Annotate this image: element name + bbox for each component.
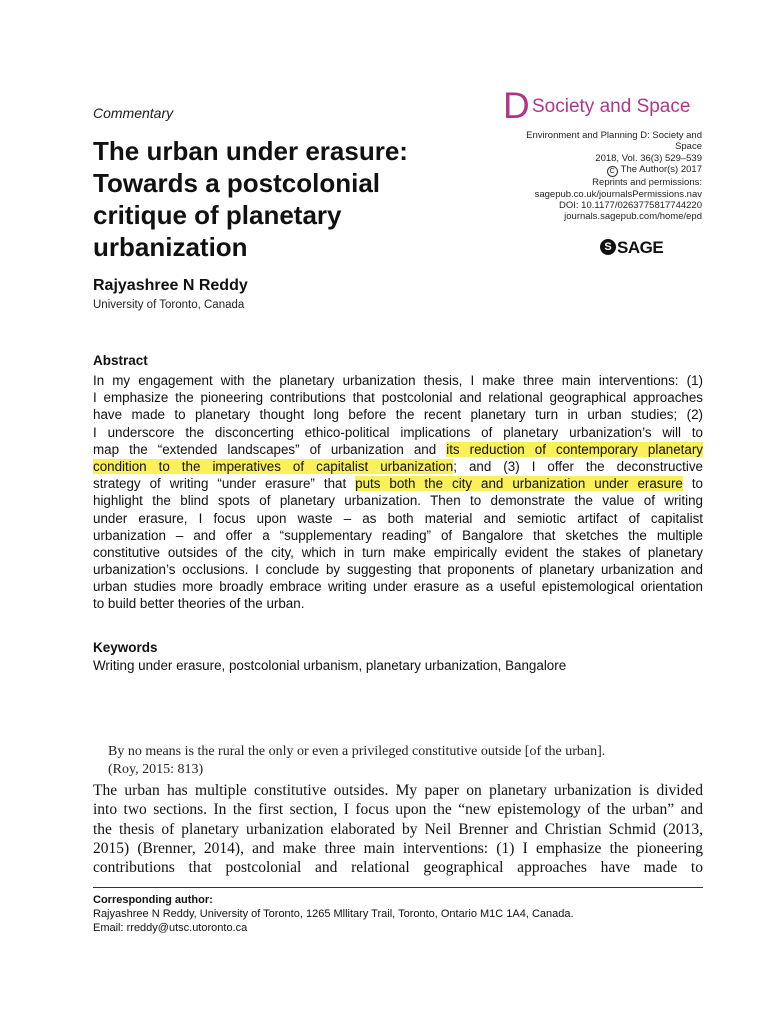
author-name: Rajyashree N Reddy	[93, 277, 248, 294]
sage-logo-word: SAGE	[617, 238, 664, 257]
reprints-label: Reprints and permissions:	[592, 177, 702, 189]
abstract-heading: Abstract	[93, 353, 148, 368]
body-line: the thesis of planetary urbanization elaborated by Neil Brenner and Christian Schmid (2013,	[93, 820, 703, 838]
abstract-line: highlight the blind spots of planetary urbanization. Then to demonstrate the value of writing	[93, 493, 703, 509]
copyright-line	[462, 164, 702, 177]
abstract-line: urbanization – and offer a “supplementary reading” of Bangalore that sketches the multiple	[93, 527, 703, 543]
epigraph	[108, 743, 668, 779]
abstract-text-segment: strategy of writing “under erasure” that	[93, 476, 356, 492]
abstract-line: under erasure, I focus upon waste – as both material and semiotic artifact of capitalist	[93, 510, 703, 526]
reprints-link[interactable]: sagepub.co.uk/journalsPermissions.nav	[534, 188, 702, 200]
keywords-heading: Keywords	[93, 640, 158, 655]
article-title	[93, 135, 483, 263]
sage-logo-icon: S	[600, 239, 616, 255]
title-line: The urban under erasure:	[93, 136, 408, 166]
body-text	[93, 781, 703, 877]
journal-metadata	[462, 130, 702, 223]
abstract-line: to build better theories of the urban.	[93, 596, 305, 612]
abstract-line: urban studies more broadly embrace writing under erasure as a useful epistemological orientation	[93, 579, 703, 595]
body-line: The urban has multiple constitutive outsides. My paper on planetary urbanization is divided	[93, 782, 703, 799]
author-email[interactable]: Email: rreddy@utsc.utoronto.ca	[93, 922, 248, 934]
section-label: Commentary	[93, 105, 174, 121]
volume-info: 2018, Vol. 36(3) 529–539	[595, 152, 702, 164]
copyright-icon: C	[607, 166, 618, 177]
author-affiliation: University of Toronto, Canada	[93, 299, 245, 311]
abstract-line	[93, 441, 703, 458]
title-line: urbanization	[93, 232, 248, 262]
footnote-address: Rajyashree N Reddy, University of Toronto, 1265 Mllitary Trail, Toronto, Ontario M1C 1A4, Canada.	[93, 908, 574, 920]
keywords-text: Writing under erasure, postcolonial urbanism, planetary urbanization, Bangalore	[93, 658, 567, 673]
abstract-line	[93, 475, 703, 492]
journal-link[interactable]: journals.sagepub.com/home/epd	[564, 211, 702, 223]
journal-full-name-cont: Space	[675, 141, 702, 153]
footnote-heading: Corresponding author:	[93, 894, 213, 906]
doi[interactable]: DOI: 10.1177/0263775817744220	[559, 200, 702, 212]
journal-full-name: Environment and Planning D: Society and	[526, 130, 702, 141]
publisher-logo[interactable]	[600, 238, 703, 258]
abstract-text-segment: map the “extended landscapes” of urbanization and	[93, 441, 447, 457]
title-line: critique of planetary	[93, 200, 342, 230]
title-line: Towards a postcolonial	[93, 168, 381, 198]
abstract-line: I emphasize the pioneering contributions that postcolonial and relational geographical approaches	[93, 390, 703, 406]
highlighted-text: puts both the city and urbanization under erasure	[355, 476, 683, 492]
abstract-text-segment: to	[682, 476, 703, 492]
epigraph-quote: By no means is the rural the only or even a privileged constitutive outside [of the urban].	[108, 744, 606, 759]
copyright-text: The Author(s) 2017	[620, 164, 702, 176]
abstract-body	[93, 372, 703, 613]
abstract-line: urbanization’s occlusions. I conclude by suggesting that proponents of planetary urbanization and	[93, 562, 703, 578]
corresponding-author-note	[93, 893, 703, 935]
abstract-text-segment: ; and (3) I offer the deconstructive	[453, 458, 703, 474]
abstract-line: In my engagement with the planetary urbanization thesis, I make three main interventions: (1)	[93, 373, 703, 388]
body-line: into two sections. In the first section, I focus upon the “new epistemology of the urban” and	[93, 801, 703, 819]
highlighted-text: condition to the imperatives of capitalist urbanization	[93, 458, 454, 474]
highlighted-text: its reduction of contemporary planetary	[446, 441, 703, 457]
abstract-line: I underscore the disconcerting ethico-political implications of planetary urbanization’s will to	[93, 424, 703, 440]
body-line: contributions that postcolonial and relational geographical approaches have made to	[93, 859, 703, 877]
footnote-divider	[93, 887, 703, 888]
abstract-line	[93, 458, 703, 475]
journal-logo-name: Society and Space	[532, 96, 691, 117]
epigraph-citation: (Roy, 2015: 813)	[108, 762, 204, 777]
abstract-line: have made to planetary thought long before the recent planetary turn in urban studies; (2)	[93, 407, 703, 423]
journal-logo-mark: D	[503, 85, 530, 126]
journal-logo[interactable]	[503, 85, 703, 126]
abstract-line: constitutive outsides of the city, which in turn make empirically evident the stakes of planetary	[93, 544, 703, 560]
body-line: 2015) (Brenner, 2014), and make three main interventions: (1) I emphasize the pioneering	[93, 839, 703, 857]
